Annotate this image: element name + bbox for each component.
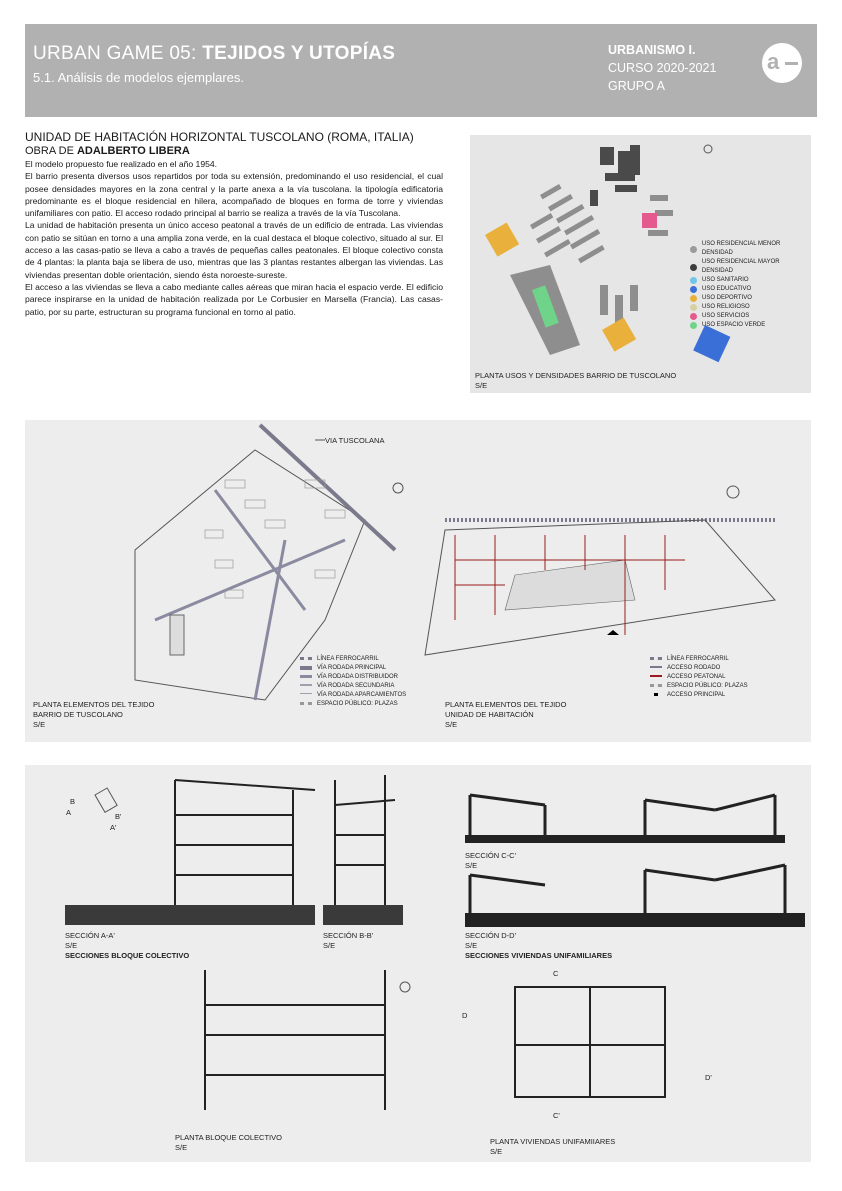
legend-item [690,276,811,285]
legend-swatch [300,684,312,689]
legend-swatch [654,693,658,698]
legend-label: ACCESO PRINCIPAL [667,692,726,698]
intro-p1: El modelo propuesto fue realizado en el año 1954. [25,159,218,169]
legend-item [690,303,811,312]
legend-item [650,682,748,691]
mark-d2: D' [705,1073,712,1082]
left-caption-title: PLANTA ELEMENTOS DEL TEJIDO [33,700,155,709]
caption-dd-scale: S/E [465,941,478,950]
north-icon [704,145,712,153]
course-name: URBANISMO I. [608,43,696,57]
legend-swatch [300,702,312,707]
legend-label: USO RESIDENCIAL MENOR DENSIDAD [701,241,781,256]
caption-unif-title: SECCIONES VIVIENDAS UNIFAMILIARES [465,951,613,960]
legend-label: VÍA RODADA SECUNDARIA [317,683,395,689]
left-caption-subtitle: BARRIO DE TUSCOLANO [33,710,123,719]
intro-author [25,144,443,158]
secciones-panel [25,765,811,1162]
usos-caption-scale: S/E [475,381,488,390]
legend-item [300,682,406,691]
north-icon [393,483,403,493]
usos-legend [690,240,811,330]
legend-label: ACCESO RODADO [667,665,721,671]
course-group: GRUPO A [608,79,665,93]
caption-cc-title: SECCIÓN C-C' [465,851,517,860]
tejido-panel [25,420,811,742]
legend-item [690,285,811,294]
mark-d: D [462,1011,468,1020]
legend-label: ACCESO PEATONAL [667,674,726,680]
sport-area-2 [602,318,636,352]
ground-bb [323,905,403,925]
key-a2: A' [110,823,117,832]
legend-item [300,664,406,673]
key-b2: B' [115,812,122,821]
right-caption-scale: S/E [445,720,458,729]
caption-planta-bloque-title: PLANTA BLOQUE COLECTIVO [175,1133,282,1142]
intro-p4: El acceso a las viviendas se lleva a cabo mediante calles aéreas que miran hacia el espacio verde. El edificio parece inspirarse en la unidad de habitación realizada por Le Corbusier en Marsella (Francia). Las casas-patio, por su parte, estructuran su programa funcional en torno al patio. [25,281,443,317]
section-aa [175,780,315,905]
title-prefix: URBAN GAME 05: [33,43,203,64]
legend-swatch [650,675,662,680]
legend-swatch [300,675,312,680]
legend-swatch [690,264,697,271]
secciones-drawing [25,765,811,1162]
intro-heading: UNIDAD DE HABITACIÓN HORIZONTAL TUSCOLANO (ROMA, ITALIA) [25,130,414,144]
legend-label: ESPACIO PÚBLICO: PLAZAS [317,701,398,707]
main-access-icon [607,630,619,635]
legend-item [300,700,406,709]
legend-swatch [690,295,697,302]
caption-cc [465,851,516,871]
caption-planta-unif-scale: S/E [490,1147,503,1156]
ground-aa [65,905,315,925]
legend-label: USO RESIDENCIAL MAYOR DENSIDAD [701,259,780,274]
mark-c2: C' [553,1111,560,1120]
legend-swatch [650,684,662,689]
key-plan-icon [95,788,117,812]
legend-label: USO SANITARIO [702,277,749,283]
caption-bb [323,931,373,951]
legend-item [690,240,811,258]
legend-item [650,655,748,664]
usos-caption [475,371,676,391]
left-legend [300,655,406,709]
course-info [608,41,716,95]
legend-item [650,691,748,700]
intro-p2: El barrio presenta diversos usos repartidos por toda su extensión, predominando el uso residencial, el cual posee densidades mayores en la zona central y la parte anexa a la vía tuscolana. la tipología edificatoria predominante es el bloque residencial en hilera, acompañado de bloques en forma de torre y viviendas unifamiliares con patio. El acceso rodado principal al barrio se realiza a través de la vía Tuscolana. [25,171,443,219]
legend-item [690,321,811,330]
caption-planta-bloque-scale: S/E [175,1143,188,1152]
section-bb [335,775,395,905]
left-caption-scale: S/E [33,720,46,729]
usos-caption-title: PLANTA USOS Y DENSIDADES BARRIO DE TUSCOLANO [475,371,677,380]
legend-swatch [690,313,697,320]
logo-letter: a [767,49,780,74]
ground-cc [465,835,785,843]
key-b: B [70,797,76,806]
caption-cc-scale: S/E [465,861,478,870]
planta-unif [515,987,665,1097]
legend-item [650,664,748,673]
legend-label: VÍA RODADA DISTRIBUIDOR [317,674,399,680]
caption-dd [465,931,612,961]
left-plan-blocks [205,480,345,598]
education-area [693,325,730,362]
legend-label: VÍA RODADA PRINCIPAL [317,665,387,671]
legend-swatch [650,666,662,671]
page-title [33,43,395,65]
legend-swatch [300,657,312,662]
legend-label: USO EDUCATIVO [702,286,752,292]
legend-item [650,673,748,682]
course-year: CURSO 2020-2021 [608,61,717,75]
logo-dash [785,62,798,65]
legend-item [690,312,811,321]
legend-swatch [690,322,697,329]
usos-map-panel [470,135,811,393]
legend-label: ESPACIO PÚBLICO: PLAZAS [667,683,748,689]
ground-dd [465,913,805,927]
caption-bb-scale: S/E [323,941,336,950]
caption-aa-title: SECCIÓN A-A' [65,931,115,940]
planta-bloque [205,970,385,1110]
page-subtitle: 5.1. Análisis de modelos ejemplares. [33,70,245,85]
key-a: A [66,808,72,817]
services-area [642,213,657,228]
legend-swatch [650,657,662,662]
north-icon-right [727,486,739,498]
section-dd [470,865,785,913]
caption-bloque-title: SECCIONES BLOQUE COLECTIVO [65,951,190,960]
legend-label: VÍA RODADA APARCAMIENTOS [317,692,407,698]
title-bold: TEJIDOS Y UTOPÍAS [202,43,396,64]
legend-label: LÍNEA FERROCARRIL [667,656,729,662]
author-name: ADALBERTO LIBERA [76,145,190,157]
legend-swatch [690,246,697,253]
caption-bb-title: SECCIÓN B-B' [323,931,374,940]
caption-planta-unif-title: PLANTA VIVIENDAS UNIFAMIIARES [490,1137,616,1146]
caption-dd-title: SECCIÓN D-D' [465,931,517,940]
page-header [25,24,817,117]
legend-label: USO RELIGIOSO [702,304,750,310]
right-plan-green [505,560,635,610]
sport-area-1 [485,223,519,257]
legend-swatch [300,666,312,671]
caption-aa [65,931,189,961]
author-prefix: OBRA DE [25,145,77,157]
caption-planta-bloque [175,1133,282,1153]
mark-c: C [553,969,559,978]
intro-p3: La unidad de habitación presenta un único acceso peatonal a través de un edificio de entrada. Las viviendas con patio se sitúan en torno a una amplia zona verde, en la cual destaca el bloque colectivo, situado al sur. El acceso a las casas-patio se lleva a cabo a través de pequeñas calles peatonales. El bloque colectivo consta de 4 plantas: la planta baja se libera de uso, mientras que las 3 plantas restantes albergan las viviendas. Las viviendas presentan doble orientación, siendo ésta noroeste-sureste. [25,220,443,280]
legend-label: USO ESPACIO VERDE [702,322,766,328]
north-icon-bloque [400,982,410,992]
right-legend [650,655,748,700]
legend-swatch [690,277,697,284]
dense-blocks [590,145,640,206]
legend-item [690,258,811,276]
legend-item [690,294,811,303]
caption-planta-unif [490,1137,615,1157]
legend-swatch [690,286,697,293]
section-cc [470,795,775,835]
left-caption [33,700,154,730]
right-caption-title: PLANTA ELEMENTOS DEL TEJIDO [445,700,567,709]
road-label: VIA TUSCOLANA [325,436,385,445]
right-caption [445,700,566,730]
intro-text [25,130,443,318]
legend-item [300,655,406,664]
legend-label: USO DEPORTIVO [702,295,752,301]
caption-aa-scale: S/E [65,941,78,950]
legend-label: LÍNEA FERROCARRIL [317,656,379,662]
legend-swatch [300,693,312,698]
right-caption-subtitle: UNIDAD DE HABITACIÓN [445,710,534,719]
legend-swatch [690,304,697,311]
logo [762,43,802,83]
legend-item [300,673,406,682]
legend-label: USO SERVICIOS [702,313,750,319]
legend-item [300,691,406,700]
